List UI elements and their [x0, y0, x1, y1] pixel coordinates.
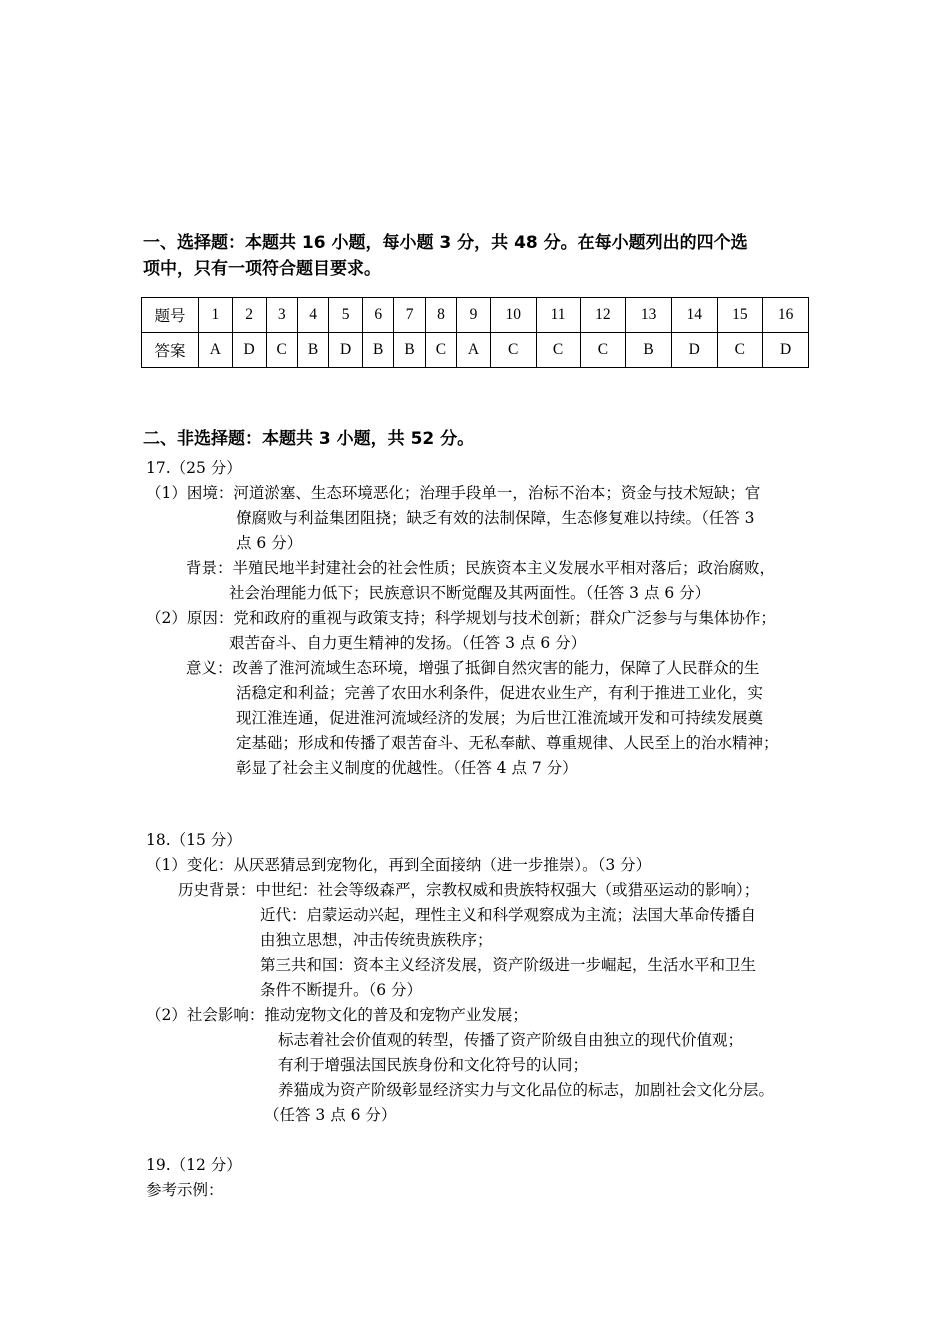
table-cell: 15 — [717, 298, 763, 333]
section1-title-line1: 一、选择题：本题共 16 小题，每小题 3 分，共 48 分。在每小题列出的四个选 — [143, 233, 748, 253]
table-cell: 1 — [199, 298, 233, 333]
table-row-answers — [142, 333, 809, 368]
table-cell: 14 — [671, 298, 717, 333]
q18-line: （1）变化：从厌恶猜忌到宠物化，再到全面接纳（进一步推崇）。（3 分） — [146, 856, 652, 874]
q17-line: 僚腐败与利益集团阻挠；缺乏有效的法制保障，生态修复难以持续。（任答 3 — [236, 509, 755, 527]
q17-heading: 17.（25 分） — [146, 459, 242, 477]
section1-title-line2: 项中，只有一项符合题目要求。 — [143, 259, 381, 279]
table-cell: 3 — [266, 298, 297, 333]
table-cell: C — [580, 333, 626, 368]
table-cell: D — [763, 333, 809, 368]
table-cell: 5 — [329, 298, 363, 333]
q18-heading: 18.（15 分） — [146, 831, 242, 849]
q17-line: 艰苦奋斗、自力更生精神的发扬。（任答 3 点 6 分） — [229, 634, 587, 652]
table-cell: 2 — [232, 298, 266, 333]
table-cell: 16 — [763, 298, 809, 333]
table-cell: 6 — [363, 298, 394, 333]
q18-line: 条件不断提升。（6 分） — [260, 981, 423, 999]
q18-line: 历史背景：中世纪：社会等级森严，宗教权威和贵族特权强大（或猎巫运动的影响）； — [178, 881, 760, 899]
table-cell: C — [266, 333, 297, 368]
q18-line: 标志着社会价值观的转型，传播了资产阶级自由独立的现代价值观； — [278, 1031, 744, 1049]
table-cell: C — [490, 333, 536, 368]
q17-line: 点 6 分） — [236, 534, 303, 552]
q17-line: 社会治理能力低下；民族意识不断觉醒及其两面性。（任答 3 点 6 分） — [229, 584, 711, 602]
q18-line: 第三共和国：资本主义经济发展，资产阶级进一步崛起，生活水平和卫生 — [260, 956, 757, 974]
table-cell: A — [457, 333, 491, 368]
q17-line: 背景：半殖民地半封建社会的社会性质；民族资本主义发展水平相对落后；政治腐败， — [186, 559, 776, 577]
table-cell: 7 — [394, 298, 425, 333]
section2-title: 二、非选择题：本题共 3 小题，共 52 分。 — [143, 429, 475, 449]
q18-line: 有利于增强法国民族身份和文化符号的认同； — [278, 1056, 589, 1074]
q18-line: 近代：启蒙运动兴起，理性主义和科学观察成为主流；法国大革命传播自 — [260, 906, 757, 924]
table-cell: D — [329, 333, 363, 368]
table-cell: D — [232, 333, 266, 368]
table-cell: D — [671, 333, 717, 368]
table-cell: 13 — [626, 298, 672, 333]
q17-line: 活稳定和利益；完善了农田水利条件，促进农业生产，有利于推进工业化，实 — [236, 684, 764, 702]
table-cell: B — [297, 333, 328, 368]
q17-line: 意义：改善了淮河流域生态环境，增强了抵御自然灾害的能力，保障了人民群众的生 — [186, 659, 760, 677]
table-cell: 10 — [490, 298, 536, 333]
table-cell: B — [363, 333, 394, 368]
q17-line: （1）困境：河道淤塞、生态环境恶化；治理手段单一，治标不治本；资金与技术短缺；官 — [146, 484, 761, 502]
q19-subheading: 参考示例： — [146, 1181, 224, 1199]
table-row-numbers — [142, 298, 809, 333]
table-cell: 11 — [536, 298, 580, 333]
table-cell: C — [717, 333, 763, 368]
table-cell: 9 — [457, 298, 491, 333]
q18-line: 养猫成为资产阶级彰显经济实力与文化品位的标志，加剧社会文化分层。 — [278, 1081, 775, 1099]
q17-line: 彰显了社会主义制度的优越性。（任答 4 点 7 分） — [236, 759, 578, 777]
table-row-label: 题号 — [142, 298, 199, 333]
q18-line: （2）社会影响：推动宠物文化的普及和宠物产业发展； — [146, 1006, 528, 1024]
q18-line: （任答 3 点 6 分） — [264, 1106, 397, 1124]
q17-line: （2）原因：党和政府的重视与政策支持；科学规划与技术创新；群众广泛参与与集体协作； — [146, 609, 776, 627]
table-cell: 4 — [297, 298, 328, 333]
q17-line: 现江淮连通，促进淮河流域经济的发展；为后世江淮流域开发和可持续发展奠 — [236, 709, 764, 727]
q19-heading: 19.（12 分） — [146, 1156, 242, 1174]
table-cell: B — [626, 333, 672, 368]
table-row-label: 答案 — [142, 333, 199, 368]
table-cell: 12 — [580, 298, 626, 333]
table-cell: C — [425, 333, 456, 368]
answer-table — [141, 297, 809, 368]
table-cell: B — [394, 333, 425, 368]
table-cell: C — [536, 333, 580, 368]
q18-line: 由独立思想，冲击传统贵族秩序； — [260, 931, 493, 949]
table-cell: 8 — [425, 298, 456, 333]
table-cell: A — [199, 333, 233, 368]
q17-line: 定基础；形成和传播了艰苦奋斗、无私奉献、尊重规律、人民至上的治水精神； — [236, 734, 779, 752]
